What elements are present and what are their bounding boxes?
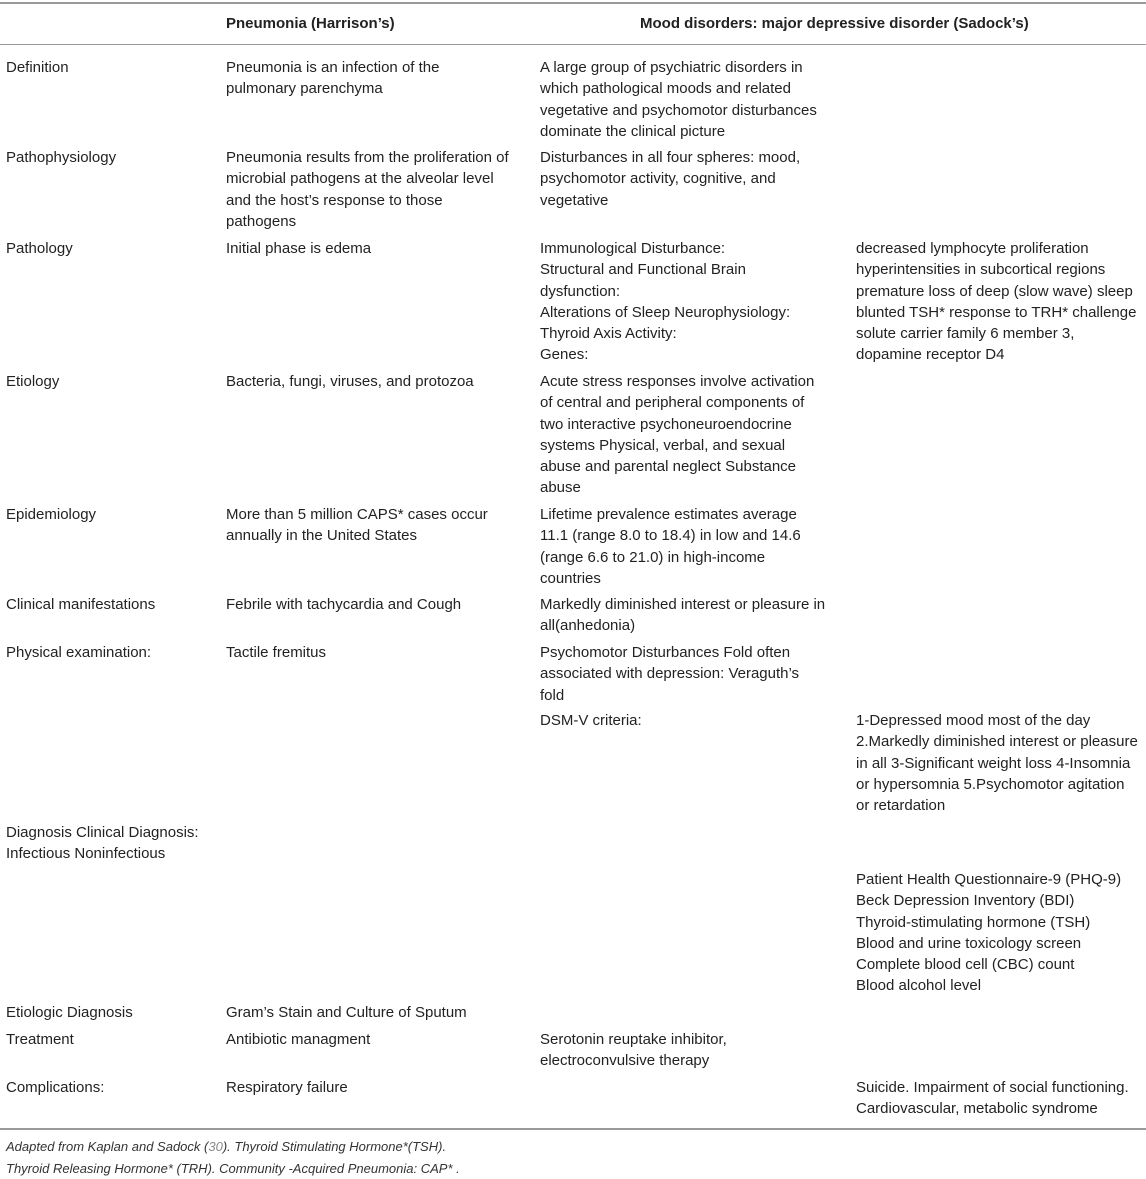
- mood-cell: A large group of psychiatric disorders in which pathological moods and related vegetative and psychomotor disturbances dominate the clinical picture: [540, 59, 817, 140]
- row-label: Pathophysiology: [6, 149, 117, 166]
- column-header-pneumonia: Pneumonia (Harrison’s): [226, 15, 395, 32]
- mood-cell: DSM-V criteria:: [540, 712, 642, 729]
- mood-cell: Markedly diminished interest or pleasure in all(anhedonia): [540, 596, 826, 635]
- detail-cell: 1-Depressed mood most of the day 2.Markedly diminished interest or pleasure in all 3-Significant weight loss 4-Insomnia or hypersomnia 5.Psychomotor agitation or retardation: [856, 712, 1138, 815]
- table-footnote: [6, 1136, 460, 1179]
- pneumonia-cell: Respiratory failure: [226, 1079, 348, 1096]
- table-bottom-rule: [0, 1128, 1146, 1130]
- pneumonia-cell: Febrile with tachycardia and Cough: [226, 596, 462, 613]
- row-label: Definition: [6, 59, 69, 76]
- mood-cell: Disturbances in all four spheres: mood, psychomotor activity, cognitive, and vegetative: [540, 149, 801, 209]
- footnote-text: ). Thyroid Stimulating Hormone*(TSH).: [222, 1139, 447, 1154]
- pneumonia-cell: Pneumonia results from the proliferation of microbial pathogens at the alveolar level and the host’s response to those pathogens: [226, 149, 509, 230]
- pneumonia-cell: Gram’s Stain and Culture of Sputum: [226, 1004, 467, 1021]
- mood-cell: Serotonin reuptake inhibitor, electroconvulsive therapy: [540, 1031, 727, 1070]
- detail-cell: Suicide. Impairment of social functioning. Cardiovascular, metabolic syndrome: [856, 1079, 1129, 1118]
- mood-cell: Psychomotor Disturbances Fold often associated with depression: Veraguth’s fold: [540, 644, 800, 704]
- table-top-rule: [0, 2, 1146, 4]
- mood-cell: Immunological Disturbance: Structural and Functional Brain dysfunction: Alterations of Sleep Neurophysiology: Thyroid Axis Activity: Genes:: [540, 240, 791, 364]
- row-label: Treatment: [6, 1031, 74, 1048]
- column-header-mood-disorders: Mood disorders: major depressive disorder (Sadock’s): [640, 15, 1029, 32]
- pneumonia-cell: Initial phase is edema: [226, 240, 372, 257]
- row-label: Diagnosis Clinical Diagnosis: Infectious Noninfectious: [6, 824, 199, 863]
- header-bottom-rule: [0, 44, 1146, 45]
- row-label: Epidemiology: [6, 506, 97, 523]
- row-label: Etiologic Diagnosis: [6, 1004, 133, 1021]
- pneumonia-cell: Bacteria, fungi, viruses, and protozoa: [226, 373, 474, 390]
- row-label: Etiology: [6, 373, 60, 390]
- footnote-text: Adapted from Kaplan and Sadock (: [6, 1139, 209, 1154]
- pneumonia-cell: More than 5 million CAPS* cases occur annually in the United States: [226, 506, 488, 545]
- citation-link[interactable]: 30: [208, 1139, 223, 1154]
- row-label: Complications:: [6, 1079, 105, 1096]
- pneumonia-cell: Tactile fremitus: [226, 644, 327, 661]
- mood-cell: Lifetime prevalence estimates average 11.1 (range 8.0 to 18.4) in low and 14.6 (range 6.6 to 21.0) in high-income countries: [540, 506, 801, 587]
- row-label: Physical examination:: [6, 644, 152, 661]
- pneumonia-cell: Antibiotic managment: [226, 1031, 371, 1048]
- row-label: Clinical manifestations: [6, 596, 156, 613]
- row-label: Pathology: [6, 240, 73, 257]
- footnote-text: Thyroid Releasing Hormone* (TRH). Community -Acquired Pneumonia: CAP* .: [6, 1160, 460, 1176]
- detail-cell: Patient Health Questionnaire-9 (PHQ-9) Beck Depression Inventory (BDI) Thyroid-stimulating hormone (TSH) Blood and urine toxicology screen Complete blood cell (CBC) count Blood alcohol level: [856, 871, 1122, 995]
- detail-cell: decreased lymphocyte proliferation hyperintensities in subcortical regions premature loss of deep (slow wave) sleep blunted TSH* response to TRH* challenge solute carrier family 6 member 3, dopamine receptor D4: [856, 240, 1137, 364]
- mood-cell: Acute stress responses involve activation of central and peripheral components of two interactive psychoneuroendocrine systems Physical, verbal, and sexual abuse and parental neglect Substance abuse: [540, 373, 815, 497]
- pneumonia-cell: Pneumonia is an infection of the pulmonary parenchyma: [226, 59, 440, 98]
